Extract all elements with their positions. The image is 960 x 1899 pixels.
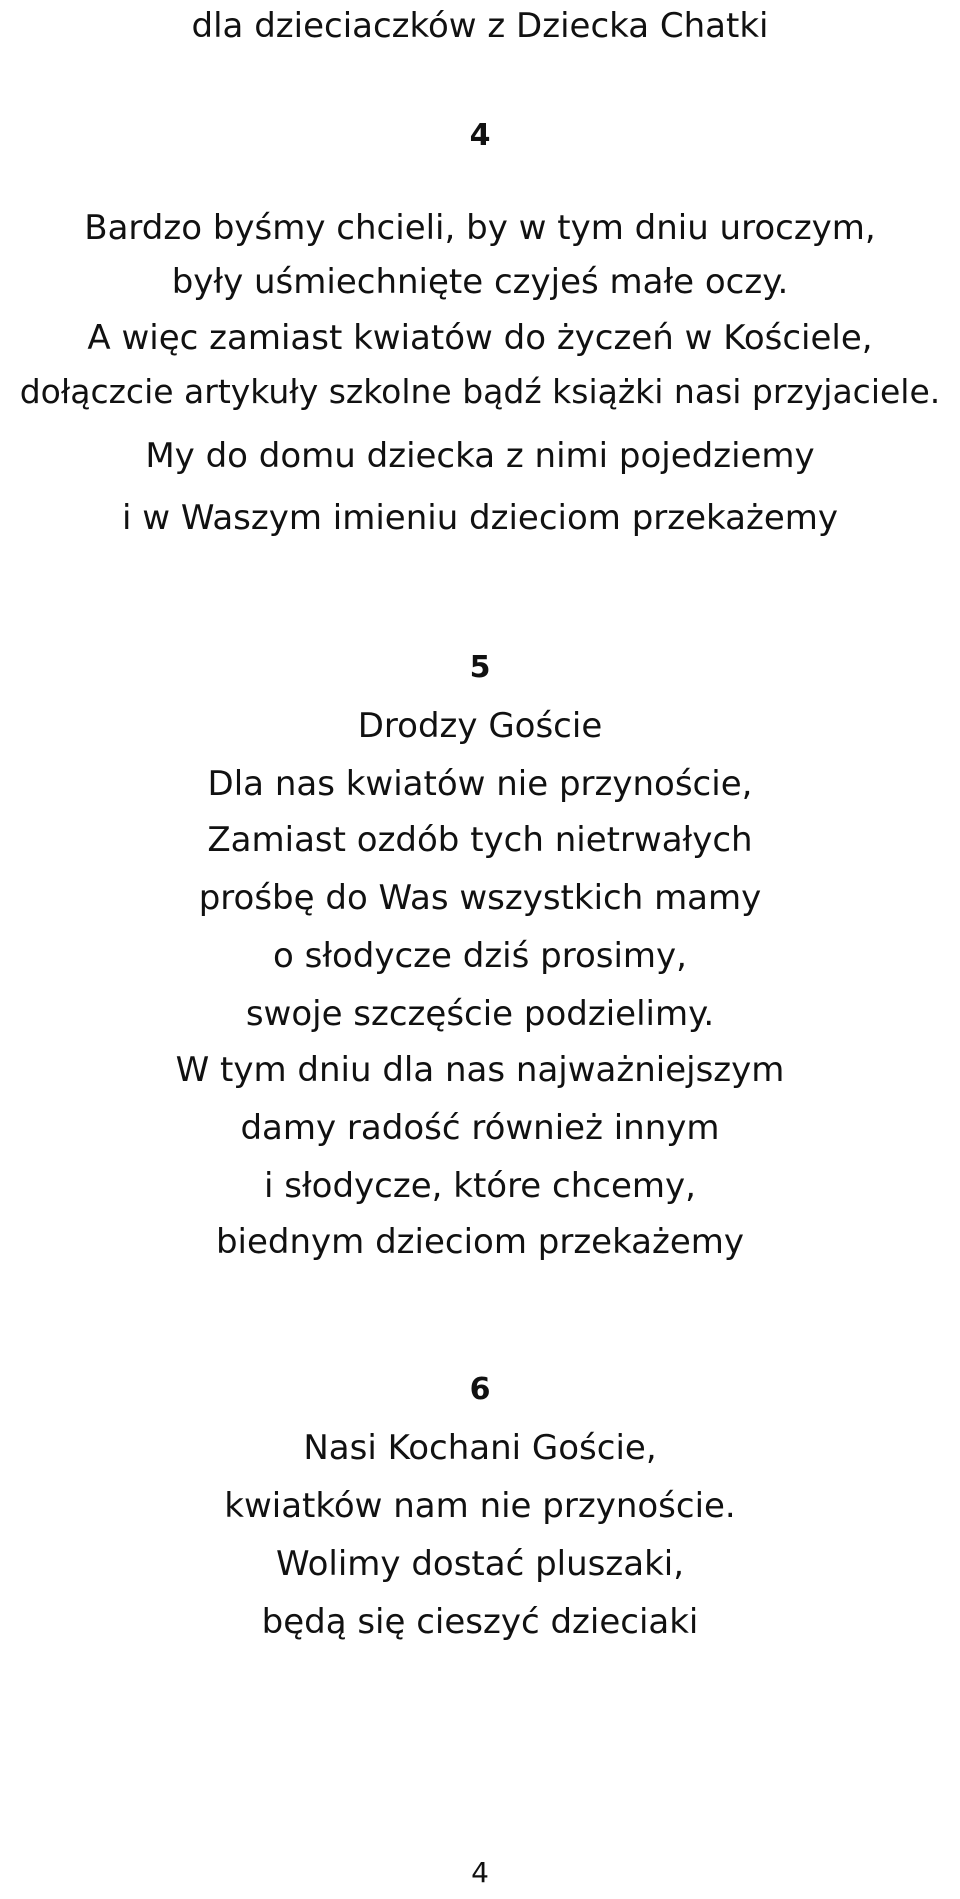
verse-4-line-5: My do domu dziecka z nimi pojedziemy <box>145 436 815 476</box>
verse-6-line-3: Wolimy dostać pluszaki, <box>275 1544 685 1584</box>
verse-5-line-3: Zamiast ozdób tych nietrwałych <box>207 820 753 860</box>
verse-6-line-4: będą się cieszyć dzieciaki <box>261 1602 699 1642</box>
verse-5-line-9: i słodycze, które chcemy, <box>264 1166 696 1206</box>
verse-5-line-6: swoje szczęście podzielimy. <box>245 994 715 1034</box>
verse-4-line-3: A więc zamiast kwiatów do życzeń w Kościele, <box>87 318 873 358</box>
intro-line: dla dzieciaczków z Dziecka Chatki <box>191 6 769 46</box>
verse-6-number: 6 <box>469 1372 491 1407</box>
verse-6-line-2: kwiatków nam nie przynoście. <box>224 1486 736 1526</box>
verse-5-line-1: Drodzy Goście <box>357 706 603 746</box>
verse-4-line-2: były uśmiechnięte czyjeś małe oczy. <box>171 262 789 302</box>
verse-4-number: 4 <box>469 118 491 153</box>
verse-4-line-6: i w Waszym imieniu dzieciom przekażemy <box>122 498 838 538</box>
verse-5-line-8: damy radość również innym <box>240 1108 720 1148</box>
verse-6-line-1: Nasi Kochani Goście, <box>303 1428 657 1468</box>
verse-5-line-10: biednym dzieciom przekażemy <box>215 1222 745 1262</box>
verse-5-line-2: Dla nas kwiatów nie przynoście, <box>207 764 753 804</box>
verse-5-number: 5 <box>469 650 491 685</box>
verse-4-line-4: dołączcie artykuły szkolne bądź książki nasi przyjaciele. <box>19 372 941 411</box>
page-number: 4 <box>471 1856 489 1889</box>
verse-4-line-1: Bardzo byśmy chcieli, by w tym dniu uroczym, <box>84 208 876 248</box>
verse-5-line-5: o słodycze dziś prosimy, <box>273 936 687 976</box>
verse-5-line-7: W tym dniu dla nas najważniejszym <box>175 1050 785 1090</box>
verse-5-line-4: prośbę do Was wszystkich mamy <box>198 878 762 918</box>
